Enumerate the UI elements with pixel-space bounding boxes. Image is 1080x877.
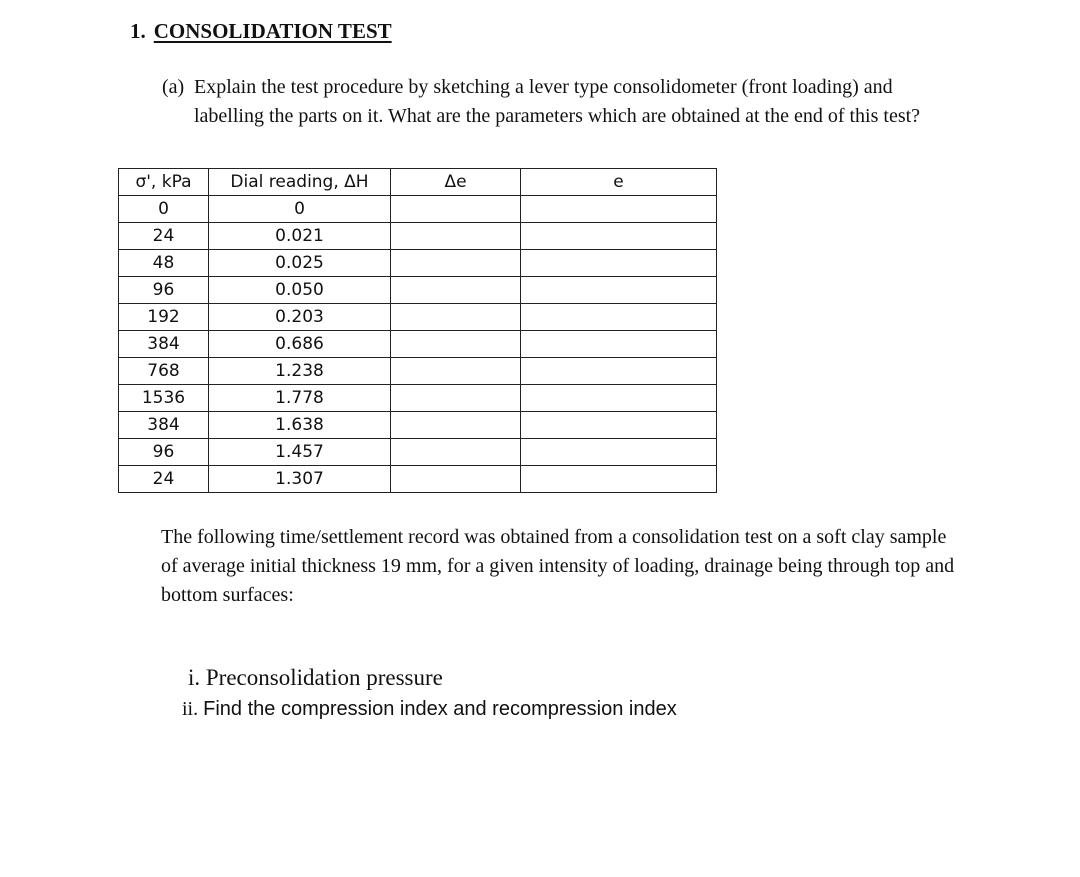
stress-cell: 192	[119, 304, 209, 331]
header-void-ratio: e	[521, 169, 717, 196]
delta-e-cell	[391, 439, 521, 466]
void-ratio-cell	[521, 385, 717, 412]
table-row	[119, 331, 717, 358]
stress-cell: 48	[119, 250, 209, 277]
dial-reading-cell: 0.050	[209, 277, 391, 304]
table-row	[119, 412, 717, 439]
delta-e-cell	[391, 250, 521, 277]
dial-reading-cell: 1.778	[209, 385, 391, 412]
delta-e-cell	[391, 412, 521, 439]
delta-e-cell	[391, 358, 521, 385]
task-item-text: Find the compression index and recompression index	[203, 698, 677, 720]
dial-reading-cell: 1.307	[209, 466, 391, 493]
header-dial-reading: Dial reading, ΔH	[209, 169, 391, 196]
stress-cell: 0	[119, 196, 209, 223]
stress-cell: 96	[119, 439, 209, 466]
header-effective-stress: σ', kPa	[119, 169, 209, 196]
stress-cell: 96	[119, 277, 209, 304]
void-ratio-cell	[521, 466, 717, 493]
void-ratio-cell	[521, 358, 717, 385]
dial-reading-cell: 0.686	[209, 331, 391, 358]
dial-reading-cell: 1.638	[209, 412, 391, 439]
task-item-compression-index	[182, 698, 677, 721]
stress-cell: 1536	[119, 385, 209, 412]
void-ratio-cell	[521, 304, 717, 331]
void-ratio-cell	[521, 277, 717, 304]
void-ratio-cell	[521, 439, 717, 466]
void-ratio-cell	[521, 412, 717, 439]
header-delta-e: Δe	[391, 169, 521, 196]
stress-cell: 384	[119, 412, 209, 439]
settlement-record-paragraph: The following time/settlement record was obtained from a consolidation test on a soft clay sample of average initial thickness 19 mm, for a given intensity of loading, drainage being through top and bottom surfaces:	[161, 526, 955, 606]
dial-reading-cell: 1.457	[209, 439, 391, 466]
consolidation-data-table	[118, 168, 717, 493]
task-item-number: i.	[188, 665, 201, 690]
delta-e-cell	[391, 277, 521, 304]
stress-cell: 768	[119, 358, 209, 385]
stress-cell: 24	[119, 466, 209, 493]
delta-e-cell	[391, 331, 521, 358]
table-row	[119, 223, 717, 250]
table-row	[119, 439, 717, 466]
task-item-preconsolidation	[188, 665, 443, 691]
dial-reading-cell: 1.238	[209, 358, 391, 385]
table-row	[119, 304, 717, 331]
table-row	[119, 196, 717, 223]
question-a-text: Explain the test procedure by sketching a lever type consolidometer (front loading) and labelling the parts on it. What are the parameters which are obtained at the end of this test?	[194, 76, 921, 127]
void-ratio-cell	[521, 196, 717, 223]
dial-reading-cell: 0.025	[209, 250, 391, 277]
dial-reading-cell: 0	[209, 196, 391, 223]
stress-cell: 384	[119, 331, 209, 358]
table-row	[119, 385, 717, 412]
delta-e-cell	[391, 196, 521, 223]
table-header-row	[119, 169, 717, 196]
section-number: 1.	[130, 19, 146, 43]
table-row	[119, 250, 717, 277]
question-a	[162, 73, 952, 131]
question-a-label: (a)	[162, 76, 185, 98]
void-ratio-cell	[521, 223, 717, 250]
table-row	[119, 466, 717, 493]
delta-e-cell	[391, 304, 521, 331]
section-title: CONSOLIDATION TEST	[153, 19, 392, 43]
void-ratio-cell	[521, 331, 717, 358]
dial-reading-cell: 0.203	[209, 304, 391, 331]
delta-e-cell	[391, 223, 521, 250]
dial-reading-cell: 0.021	[209, 223, 391, 250]
table-row	[119, 277, 717, 304]
task-item-text: Preconsolidation pressure	[205, 665, 443, 690]
table-row	[119, 358, 717, 385]
section-heading	[130, 19, 392, 44]
stress-cell: 24	[119, 223, 209, 250]
delta-e-cell	[391, 385, 521, 412]
void-ratio-cell	[521, 250, 717, 277]
delta-e-cell	[391, 466, 521, 493]
task-item-number: ii.	[182, 698, 199, 720]
